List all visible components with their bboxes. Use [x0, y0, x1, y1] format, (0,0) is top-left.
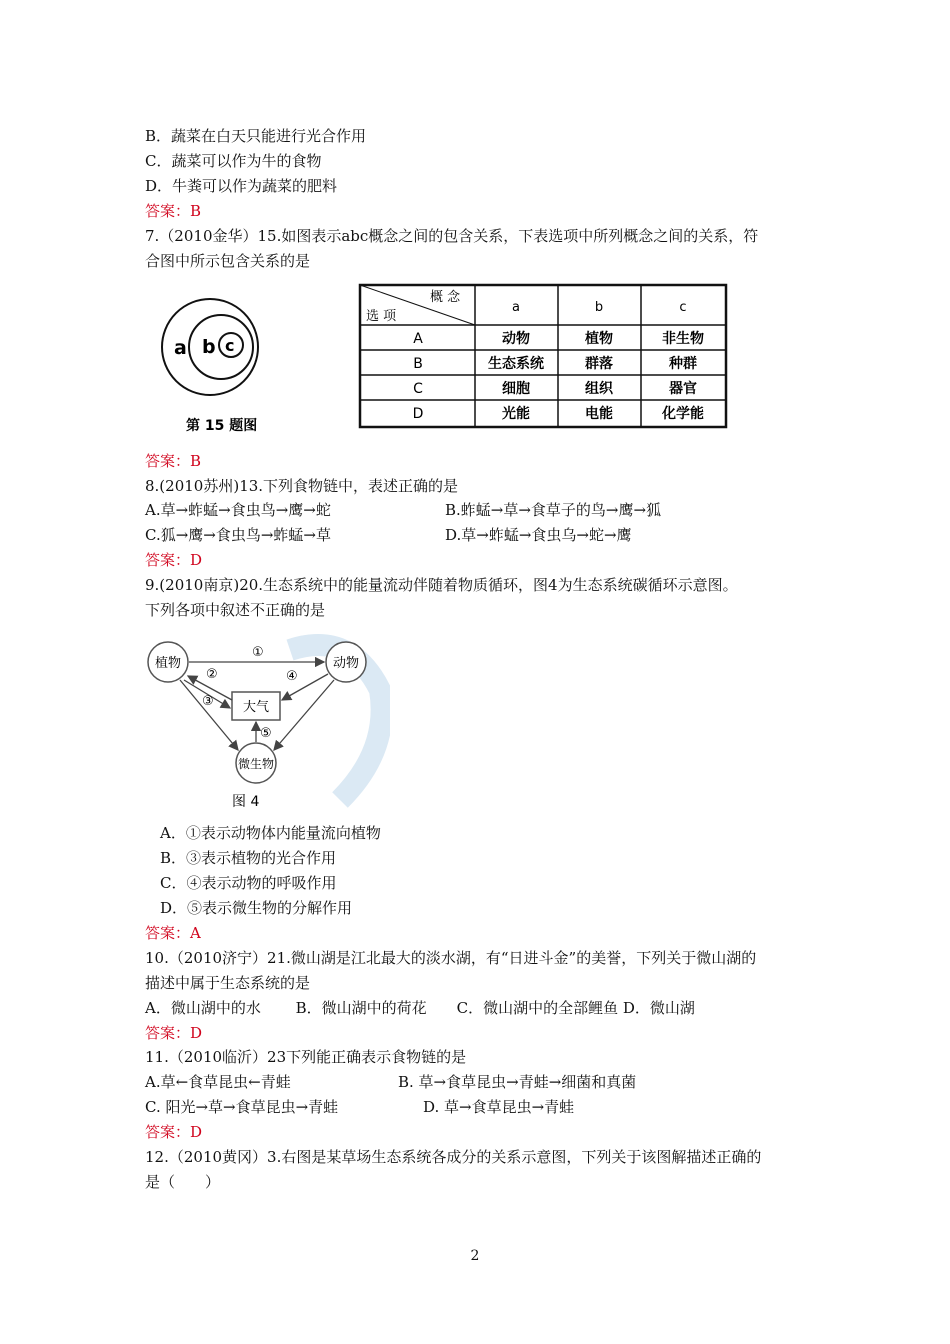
- header-concept: 概 念: [430, 290, 461, 305]
- q7-answer: 答案：B: [145, 452, 202, 470]
- q11-option-a: A.草←食草昆虫←青蛙: [145, 1073, 291, 1091]
- q11-stem: 11.（2010临沂）23下列能正确表示食物链的是: [145, 1048, 467, 1066]
- row-option: D: [412, 406, 424, 422]
- node-animal-label: 动物: [332, 656, 360, 671]
- q9-option-c: C．④表示动物的呼吸作用: [160, 874, 337, 892]
- q6-option-d: D．牛粪可以作为蔬菜的肥料: [145, 177, 338, 195]
- q11-option-b: B. 草→食草昆虫→青蛙→细菌和真菌: [398, 1073, 637, 1091]
- page-number: 2: [470, 1248, 480, 1264]
- q8-answer: 答案：D: [145, 551, 203, 569]
- node-air-label: 大气: [242, 700, 270, 715]
- figure-caption: 第 15 题图: [186, 418, 258, 434]
- col-header-c: c: [679, 300, 687, 315]
- q10-stem-line1: 10.（2010济宁）21.微山湖是江北最大的淡水湖，有“日进斗金”的美誉，下列关于微山湖的: [145, 949, 757, 967]
- label-c: c: [225, 336, 235, 355]
- arrow-2-label: ②: [206, 667, 218, 682]
- q6-option-b: B．蔬菜在白天只能进行光合作用: [145, 127, 367, 145]
- row-option: A: [413, 331, 423, 347]
- q11-answer: 答案：D: [145, 1123, 203, 1141]
- row-option: C: [413, 381, 423, 397]
- q7-stem-line1: 7.（2010金华）15.如图表示abc概念之间的包含关系，下表选项中所列概念之间的关系，符: [145, 227, 759, 245]
- q9-stem-line2: 下列各项中叙述不正确的是: [145, 601, 326, 619]
- node-microbe-label: 微生物: [237, 757, 275, 771]
- table-cell: 电能: [585, 406, 613, 422]
- arrow-animal-microbe: [274, 680, 334, 750]
- q8-stem: 8.(2010苏州)13.下列食物链中，表述正确的是: [145, 477, 459, 495]
- table-cell: 植物: [585, 331, 613, 347]
- q7-nested-circles-figure: [160, 290, 280, 440]
- arrow-3-label: ③: [202, 694, 214, 709]
- q7-concept-table: [358, 283, 730, 431]
- q9-stem-line1: 9.(2010南京)20.生态系统中的能量流动伴随着物质循环，图4为生态系统碳循环示意图。: [145, 576, 738, 594]
- label-a: a: [174, 337, 187, 359]
- label-b: b: [202, 336, 216, 358]
- q8-option-d: D.草→蚱蜢→食虫乌→蛇→鹰: [445, 526, 632, 544]
- arrow-5-label: ⑤: [260, 726, 272, 741]
- q8-option-a: A.草→蚱蜢→食虫鸟→鹰→蛇: [145, 501, 331, 519]
- q10-stem-line2: 描述中属于生态系统的是: [145, 974, 311, 992]
- q9-option-d: D．⑤表示微生物的分解作用: [160, 899, 353, 917]
- q8-option-b: B.蚱蜢→草→食草子的鸟→鹰→狐: [445, 501, 662, 519]
- q11-option-d: D. 草→食草昆虫→青蛙: [423, 1098, 575, 1116]
- table-cell: 动物: [502, 331, 530, 347]
- table-cell: 化学能: [662, 406, 704, 422]
- q9-option-b: B．③表示植物的光合作用: [160, 849, 337, 867]
- figure-caption: 图 4: [232, 794, 260, 810]
- table-cell: 种群: [669, 356, 697, 372]
- row-option: B: [413, 356, 423, 372]
- q7-stem-line2: 合图中所示包含关系的是: [145, 252, 311, 270]
- q12-stem-line1: 12.（2010黄冈）3.右图是某草场生态系统各成分的关系示意图，下列关于该图解描述正确的: [145, 1148, 762, 1166]
- arrow-plant-microbe: [180, 680, 238, 750]
- col-header-b: b: [594, 300, 604, 315]
- q8-option-c: C.狐→鹰→食虫鸟→蚱蜢→草: [145, 526, 331, 544]
- arrow-4-label: ④: [286, 669, 298, 684]
- q6-answer: 答案：B: [145, 202, 202, 220]
- header-option: 选 项: [366, 309, 397, 324]
- table-cell: 光能: [502, 406, 530, 422]
- table-cell: 组织: [585, 381, 613, 397]
- table-cell: 细胞: [502, 381, 530, 397]
- q11-option-c: C. 阳光→草→食草昆虫→青蛙: [145, 1098, 339, 1116]
- q12-stem-line2: 是（ ）: [145, 1173, 221, 1191]
- arrow-1-label: ①: [252, 645, 264, 660]
- table-cell: 非生物: [662, 331, 704, 347]
- table-cell: 生态系统: [488, 356, 544, 372]
- q10-options: A．微山湖中的水 B．微山湖中的荷花 C．微山湖中的全部鲤鱼 D．微山湖: [145, 999, 695, 1017]
- table-cell: 群落: [585, 356, 613, 372]
- q10-answer: 答案：D: [145, 1024, 203, 1042]
- q9-option-a: A．①表示动物体内能量流向植物: [160, 824, 381, 842]
- q9-answer: 答案：A: [145, 924, 201, 942]
- q6-option-c: C．蔬菜可以作为牛的食物: [145, 152, 322, 170]
- node-plant-label: 植物: [154, 656, 182, 671]
- table-cell: 器官: [669, 381, 697, 397]
- q9-carbon-cycle-diagram: [140, 630, 390, 815]
- col-header-a: a: [512, 300, 520, 315]
